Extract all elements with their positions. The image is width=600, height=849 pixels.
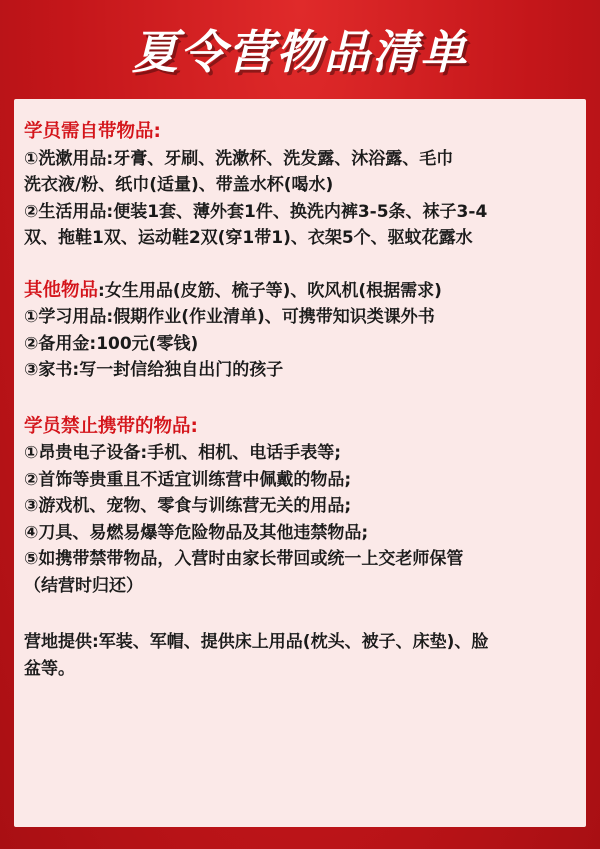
list-item: ①洗漱用品:牙膏、牙刷、洗漱杯、洗发露、沐浴露、毛巾 xyxy=(24,148,454,169)
section-other-heading: 其他物品 xyxy=(24,279,99,301)
list-item: ③家书:写一封信给独自出门的孩子 xyxy=(24,360,284,380)
list-item: 双、拖鞋1双、运动鞋2双(穿1带1)、衣架5个、驱蚊花露水 xyxy=(24,228,473,248)
list-item: ②生活用品:便装1套、薄外套1件、换洗内裤3-5条、袜子3-4 xyxy=(24,201,488,222)
list-item: ⑤如携带禁带物品，入营时由家长带回或统一上交老师保管 xyxy=(24,549,464,569)
section-other-heading-rest: :女生用品(皮筋、梳子等)、吹风机(根据需求) xyxy=(98,280,442,301)
list-item: ①昂贵电子设备:手机、相机、电话手表等; xyxy=(24,443,341,463)
list-item: ③游戏机、宠物、零食与训练营无关的用品; xyxy=(24,496,352,516)
camp-provides-line: 营地提供:军装、军帽、提供床上用品(枕头、被子、床垫)、脸 xyxy=(24,632,489,652)
page-title: 夏令营物品清单 xyxy=(132,25,468,79)
list-item: （结营时归还） xyxy=(24,575,143,596)
list-item: ②首饰等贵重且不适宜训练营中佩戴的物品; xyxy=(24,469,352,490)
list-item: ①学习用品:假期作业(作业清单)、可携带知识类课外书 xyxy=(24,307,435,327)
checklist-content xyxy=(24,119,579,682)
section-other-line xyxy=(24,278,579,305)
list-item: ④刀具、易燃易爆等危险物品及其他违禁物品; xyxy=(24,522,369,543)
section-self-bring-heading: 学员需自带物品: xyxy=(24,121,161,142)
camp-provides-line: 盆等。 xyxy=(24,658,75,679)
list-item: 洗衣液/粉、纸巾(适量)、带盖水杯(喝水) xyxy=(24,175,334,195)
checklist-card xyxy=(14,99,586,827)
list-item: ②备用金:100元(零钱) xyxy=(24,333,199,354)
section-forbidden-heading: 学员禁止携带的物品: xyxy=(24,415,198,437)
